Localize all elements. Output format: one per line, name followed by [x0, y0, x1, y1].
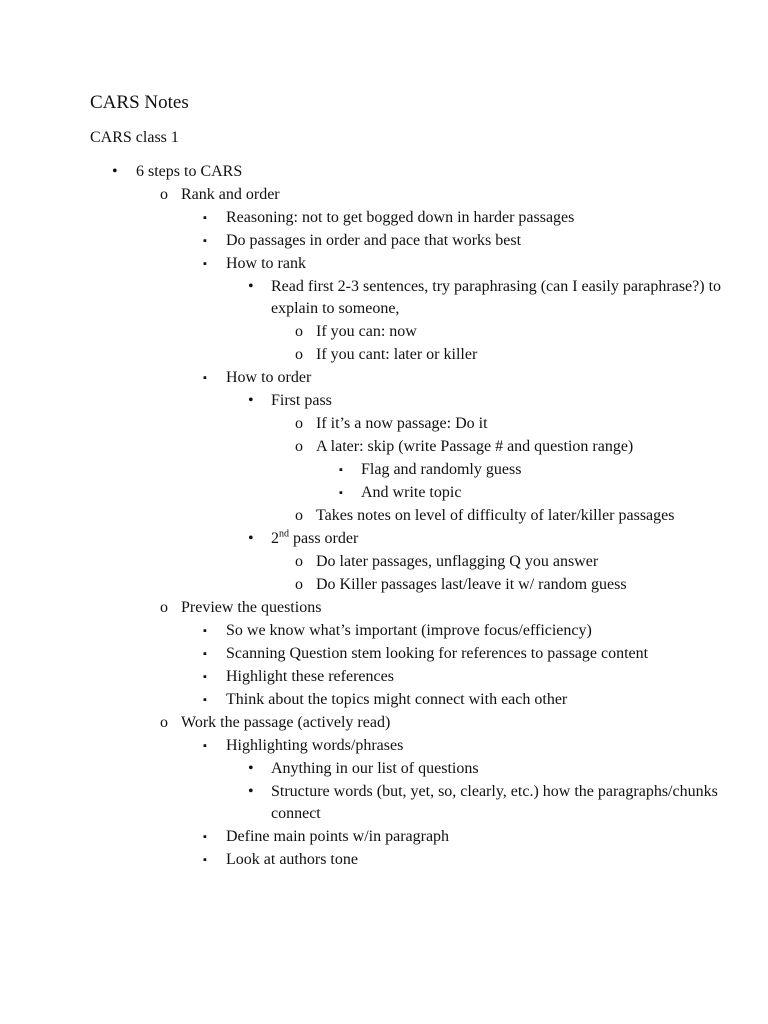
outline-item-level-4: [0, 758, 768, 780]
circle-bullet-icon: o: [160, 714, 168, 731]
circle-bullet-icon: o: [160, 186, 168, 203]
outline-item-level-5: [0, 551, 768, 573]
outline-item-text: A later: skip (write Passage # and question range): [316, 438, 634, 455]
outline-item-level-5: [0, 505, 768, 527]
bullet-icon: •: [112, 163, 118, 180]
outline-item-level-1: [0, 161, 768, 183]
circle-bullet-icon: o: [295, 323, 303, 340]
outline-item-text: Takes notes on level of difficulty of later/killer passages: [316, 507, 675, 524]
outline-item-text: Look at authors tone: [226, 851, 358, 868]
outline-item-text: Do Killer passages last/leave it w/ random guess: [316, 576, 627, 593]
outline-item-level-5: [0, 436, 768, 458]
outline-item-level-5: [0, 413, 768, 435]
outline-item-level-3: [0, 689, 768, 711]
square-bullet-icon: ▪: [203, 258, 207, 270]
circle-bullet-icon: o: [295, 438, 303, 455]
square-bullet-icon: ▪: [203, 372, 207, 384]
outline-item-level-4: [0, 390, 768, 412]
outline-item-level-3: [0, 253, 768, 275]
square-bullet-icon: ▪: [203, 625, 207, 637]
square-bullet-icon: ▪: [203, 235, 207, 247]
outline-item-level-3: [0, 620, 768, 642]
outline-item-text: First pass: [271, 392, 332, 409]
square-bullet-icon: ▪: [203, 671, 207, 683]
outline-item-text: Reasoning: not to get bogged down in harder passages: [226, 209, 575, 226]
bullet-icon: •: [248, 783, 254, 800]
outline-item-text: Structure words (but, yet, so, clearly, etc.) how the paragraphs/chunks connect: [271, 783, 718, 822]
document-subtitle: CARS class 1: [90, 129, 179, 146]
outline-item-level-5: [0, 574, 768, 596]
outline-item-text-rest: pass order: [289, 530, 359, 547]
square-bullet-icon: ▪: [203, 831, 207, 843]
outline-item-text: If you can: now: [316, 323, 417, 340]
outline-item-text: Flag and randomly guess: [361, 461, 522, 478]
outline-item-level-3: [0, 849, 768, 871]
outline-item-level-3: [0, 666, 768, 688]
notes-outline: [0, 161, 768, 872]
outline-item-level-3: [0, 735, 768, 757]
outline-item-text: If it’s a now passage: Do it: [316, 415, 488, 432]
outline-item-level-6: [0, 482, 768, 504]
outline-item-text: 6 steps to CARS: [136, 163, 243, 180]
outline-item-level-3: [0, 367, 768, 389]
outline-item-level-4: [0, 781, 768, 825]
square-bullet-icon: ▪: [203, 648, 207, 660]
circle-bullet-icon: o: [295, 415, 303, 432]
outline-item-level-2: [0, 597, 768, 619]
outline-item-text: Highlight these references: [226, 668, 394, 685]
outline-item-text: How to order: [226, 369, 312, 386]
outline-item-text: Think about the topics might connect with each other: [226, 691, 568, 708]
outline-item-level-5: [0, 321, 768, 343]
bullet-icon: •: [248, 530, 254, 547]
ordinal-suffix: nd: [279, 528, 289, 540]
circle-bullet-icon: o: [295, 346, 303, 363]
outline-item-level-3: [0, 826, 768, 848]
outline-item-text: Work the passage (actively read): [181, 714, 391, 731]
square-bullet-icon: ▪: [339, 487, 343, 499]
outline-item-level-6: [0, 459, 768, 481]
outline-item-level-3: [0, 643, 768, 665]
document-title: CARS Notes: [90, 92, 189, 113]
outline-item-level-4: [0, 276, 768, 320]
outline-item-text: Do passages in order and pace that works best: [226, 232, 522, 249]
outline-item-level-5: [0, 344, 768, 366]
outline-item-level-2: [0, 184, 768, 206]
outline-item-text: Rank and order: [181, 186, 280, 203]
circle-bullet-icon: o: [160, 599, 168, 616]
circle-bullet-icon: o: [295, 553, 303, 570]
outline-item-text: If you cant: later or killer: [316, 346, 478, 363]
outline-item-text: Preview the questions: [181, 599, 322, 616]
bullet-icon: •: [248, 278, 254, 295]
outline-item-text: Highlighting words/phrases: [226, 737, 404, 754]
outline-item-text: So we know what’s important (improve focus/efficiency): [226, 622, 592, 639]
outline-item-text: 2: [271, 530, 279, 547]
outline-item-text: How to rank: [226, 255, 306, 272]
square-bullet-icon: ▪: [203, 212, 207, 224]
circle-bullet-icon: o: [295, 576, 303, 593]
outline-item-text: And write topic: [361, 484, 462, 501]
outline-item-text: Scanning Question stem looking for references to passage content: [226, 645, 649, 662]
bullet-icon: •: [248, 760, 254, 777]
square-bullet-icon: ▪: [203, 740, 207, 752]
outline-item-text: Define main points w/in paragraph: [226, 828, 450, 845]
outline-item-text: Read first 2-3 sentences, try paraphrasing (can I easily paraphrase?) to explain to someone,: [271, 278, 722, 317]
outline-item-level-3: [0, 207, 768, 229]
bullet-icon: •: [248, 392, 254, 409]
outline-item-level-2: [0, 712, 768, 734]
square-bullet-icon: ▪: [339, 464, 343, 476]
outline-item-level-3: [0, 230, 768, 252]
square-bullet-icon: ▪: [203, 694, 207, 706]
outline-item-text: Anything in our list of questions: [271, 760, 479, 777]
square-bullet-icon: ▪: [203, 854, 207, 866]
outline-item-level-4: [0, 528, 768, 550]
outline-item-text: Do later passages, unflagging Q you answer: [316, 553, 599, 570]
circle-bullet-icon: o: [295, 507, 303, 524]
